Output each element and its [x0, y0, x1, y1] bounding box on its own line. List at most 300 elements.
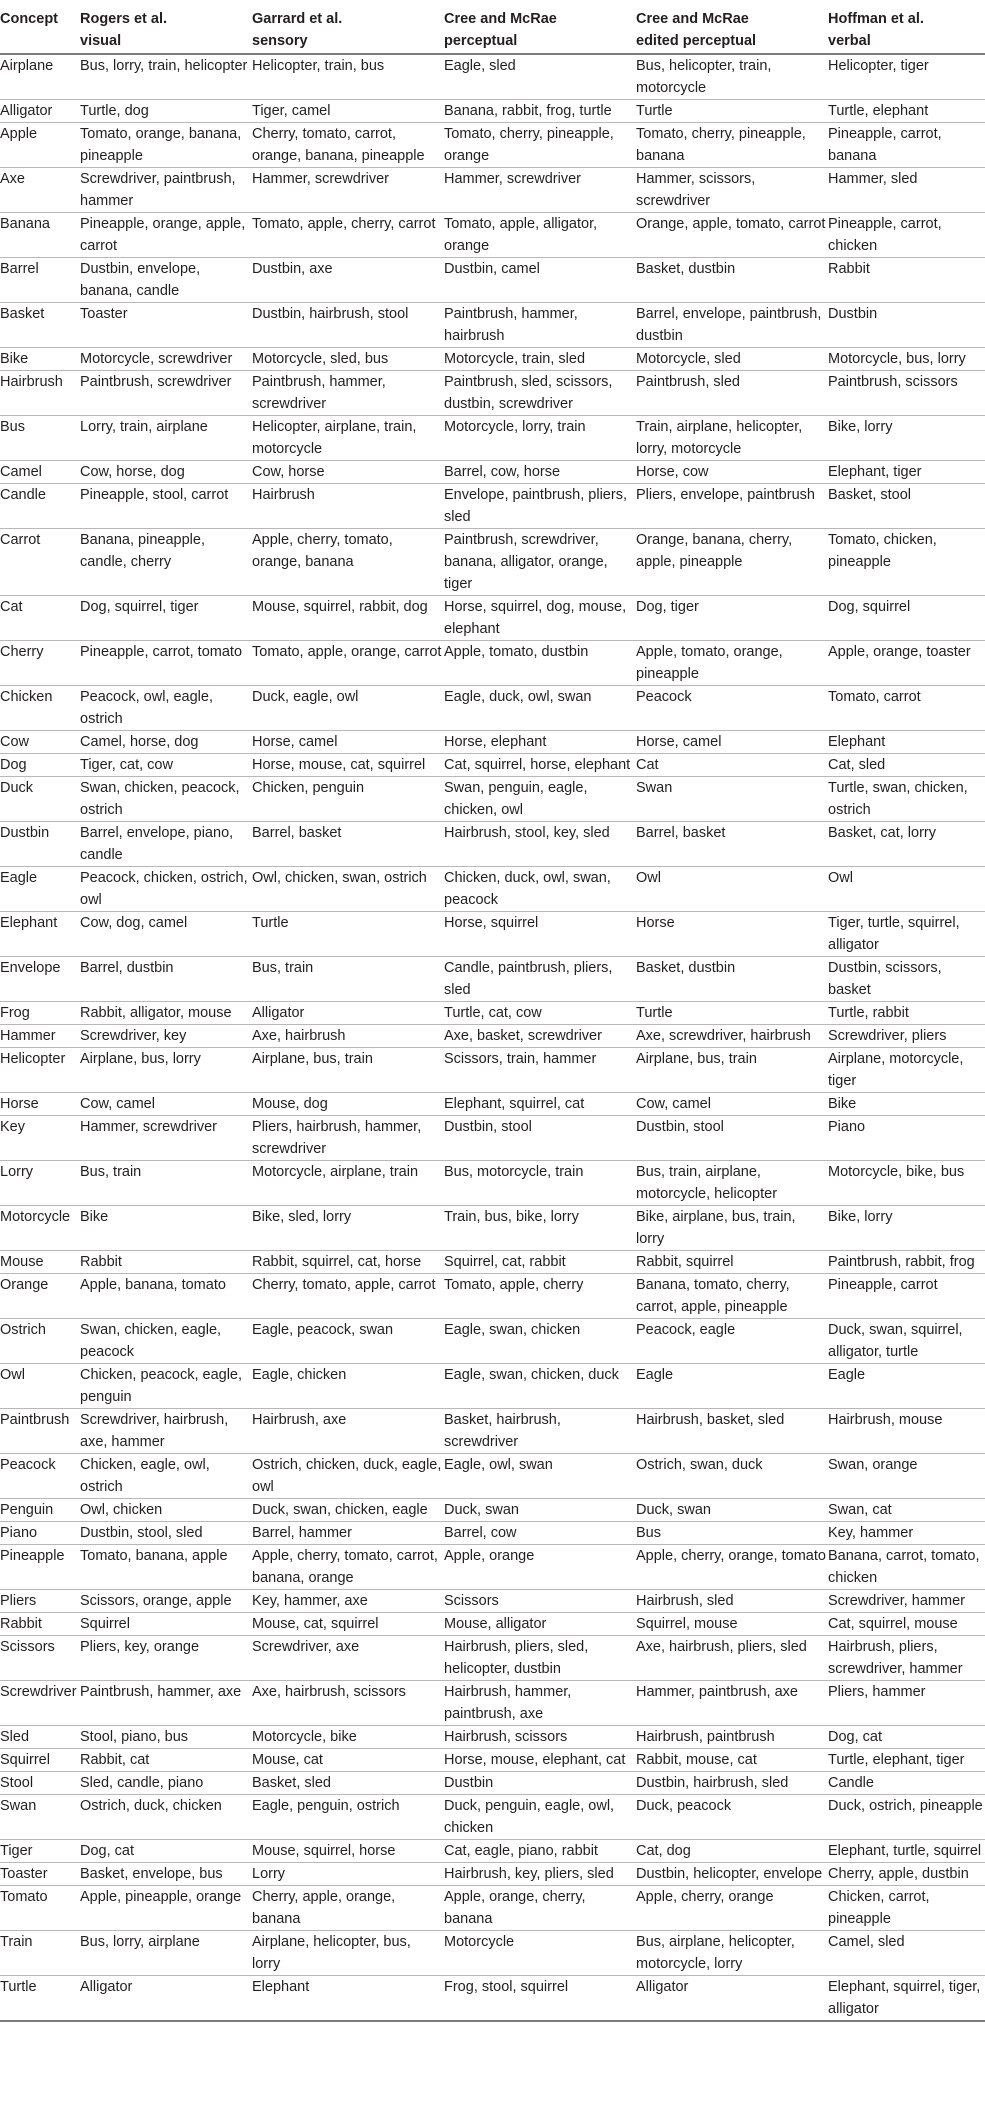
neighbours-cell: Barrel, basket	[636, 822, 828, 867]
neighbours-cell: Swan, penguin, eagle, chicken, owl	[444, 777, 636, 822]
neighbours-cell: Duck, swan	[444, 1499, 636, 1522]
neighbours-cell: Owl	[828, 867, 985, 912]
concept-cell: Pliers	[0, 1590, 80, 1613]
neighbours-cell: Hairbrush, pliers, screwdriver, hammer	[828, 1636, 985, 1681]
neighbours-cell: Basket, cat, lorry	[828, 822, 985, 867]
neighbours-cell: Horse, elephant	[444, 731, 636, 754]
neighbours-cell: Tiger, turtle, squirrel, alligator	[828, 912, 985, 957]
neighbours-cell: Airplane, bus, train	[252, 1048, 444, 1093]
neighbours-cell: Banana, carrot, tomato, chicken	[828, 1545, 985, 1590]
neighbours-cell: Bus	[636, 1522, 828, 1545]
neighbours-cell: Hairbrush, sled	[636, 1590, 828, 1613]
header-row	[0, 0, 985, 54]
neighbours-cell: Helicopter, train, bus	[252, 54, 444, 100]
neighbours-cell: Scissors, train, hammer	[444, 1048, 636, 1093]
neighbours-cell: Alligator	[80, 1976, 252, 2022]
table-row	[0, 1454, 985, 1499]
neighbours-cell: Turtle, dog	[80, 100, 252, 123]
neighbours-cell: Train, bus, bike, lorry	[444, 1206, 636, 1251]
neighbours-cell: Tomato, apple, cherry	[444, 1274, 636, 1319]
neighbours-cell: Chicken, carrot, pineapple	[828, 1886, 985, 1931]
concept-cell: Duck	[0, 777, 80, 822]
concept-cell: Cow	[0, 731, 80, 754]
concept-cell: Scissors	[0, 1636, 80, 1681]
neighbours-cell: Tomato, apple, alligator, orange	[444, 213, 636, 258]
neighbours-cell: Hairbrush, mouse	[828, 1409, 985, 1454]
neighbours-cell: Paintbrush, hammer, hairbrush	[444, 303, 636, 348]
neighbours-cell: Horse, squirrel	[444, 912, 636, 957]
neighbours-cell: Paintbrush, rabbit, frog	[828, 1251, 985, 1274]
concept-cell: Chicken	[0, 686, 80, 731]
concept-cell: Airplane	[0, 54, 80, 100]
neighbours-cell: Dog, cat	[80, 1840, 252, 1863]
neighbours-cell: Bike, sled, lorry	[252, 1206, 444, 1251]
neighbours-cell: Apple, cherry, orange	[636, 1886, 828, 1931]
neighbours-cell: Dog, cat	[828, 1726, 985, 1749]
neighbours-cell: Horse, camel	[636, 731, 828, 754]
concept-cell: Stool	[0, 1772, 80, 1795]
concept-cell: Candle	[0, 484, 80, 529]
neighbours-cell: Cow, camel	[636, 1093, 828, 1116]
table-row	[0, 1772, 985, 1795]
table-row	[0, 1002, 985, 1025]
neighbours-cell: Pliers, hammer	[828, 1681, 985, 1726]
neighbours-cell: Eagle	[828, 1364, 985, 1409]
neighbours-cell: Apple, tomato, dustbin	[444, 641, 636, 686]
neighbours-cell: Dustbin, hairbrush, sled	[636, 1772, 828, 1795]
table-row	[0, 1048, 985, 1093]
concept-cell: Axe	[0, 168, 80, 213]
neighbours-cell: Dustbin, envelope, banana, candle	[80, 258, 252, 303]
neighbours-cell: Barrel, basket	[252, 822, 444, 867]
concept-cell: Squirrel	[0, 1749, 80, 1772]
neighbours-cell: Motorcycle	[444, 1931, 636, 1976]
neighbours-cell: Tomato, apple, orange, carrot	[252, 641, 444, 686]
neighbours-cell: Pineapple, carrot, banana	[828, 123, 985, 168]
table-row	[0, 1206, 985, 1251]
concept-cell: Screwdriver	[0, 1681, 80, 1726]
column-header-hoffman-verbal	[828, 0, 985, 54]
neighbours-cell: Motorcycle, sled	[636, 348, 828, 371]
concept-cell: Banana	[0, 213, 80, 258]
neighbours-cell: Rabbit, mouse, cat	[636, 1749, 828, 1772]
neighbours-cell: Banana, pineapple, candle, cherry	[80, 529, 252, 596]
neighbours-cell: Turtle	[636, 100, 828, 123]
neighbours-cell: Dustbin, axe	[252, 258, 444, 303]
neighbours-cell: Paintbrush, sled, scissors, dustbin, screwdriver	[444, 371, 636, 416]
neighbours-cell: Ostrich, chicken, duck, eagle, owl	[252, 1454, 444, 1499]
neighbours-cell: Apple, orange, toaster	[828, 641, 985, 686]
table-row	[0, 686, 985, 731]
neighbours-cell: Squirrel	[80, 1613, 252, 1636]
neighbours-cell: Mouse, alligator	[444, 1613, 636, 1636]
neighbours-cell: Paintbrush, screwdriver, banana, alligator, orange, tiger	[444, 529, 636, 596]
neighbours-cell: Dog, tiger	[636, 596, 828, 641]
table-row	[0, 1749, 985, 1772]
neighbours-cell: Bus, helicopter, train, motorcycle	[636, 54, 828, 100]
concept-cell: Alligator	[0, 100, 80, 123]
neighbours-cell: Key, hammer	[828, 1522, 985, 1545]
neighbours-cell: Orange, banana, cherry, apple, pineapple	[636, 529, 828, 596]
neighbours-cell: Eagle, sled	[444, 54, 636, 100]
neighbours-cell: Scissors	[444, 1590, 636, 1613]
table-row	[0, 1681, 985, 1726]
neighbours-cell: Eagle	[636, 1364, 828, 1409]
neighbours-cell: Basket, dustbin	[636, 957, 828, 1002]
neighbours-cell: Cat	[636, 754, 828, 777]
table-row	[0, 1863, 985, 1886]
neighbours-cell: Duck, peacock	[636, 1795, 828, 1840]
neighbours-cell: Peacock	[636, 686, 828, 731]
neighbours-cell: Squirrel, cat, rabbit	[444, 1251, 636, 1274]
neighbours-cell: Dog, squirrel	[828, 596, 985, 641]
neighbours-cell: Squirrel, mouse	[636, 1613, 828, 1636]
neighbours-cell: Mouse, cat, squirrel	[252, 1613, 444, 1636]
neighbours-cell: Rabbit	[828, 258, 985, 303]
neighbours-cell: Barrel, dustbin	[80, 957, 252, 1002]
neighbours-cell: Elephant	[252, 1976, 444, 2022]
concept-cell: Piano	[0, 1522, 80, 1545]
neighbours-cell: Duck, swan	[636, 1499, 828, 1522]
neighbours-cell: Duck, swan, squirrel, alligator, turtle	[828, 1319, 985, 1364]
neighbours-cell: Screwdriver, key	[80, 1025, 252, 1048]
concept-cell: Swan	[0, 1795, 80, 1840]
neighbours-cell: Paintbrush, screwdriver	[80, 371, 252, 416]
neighbours-cell: Peacock, eagle	[636, 1319, 828, 1364]
table-row	[0, 1795, 985, 1840]
neighbours-cell: Screwdriver, hammer	[828, 1590, 985, 1613]
neighbours-cell: Hairbrush, pliers, sled, helicopter, dustbin	[444, 1636, 636, 1681]
concept-cell: Carrot	[0, 529, 80, 596]
neighbours-cell: Cat, eagle, piano, rabbit	[444, 1840, 636, 1863]
neighbours-cell: Paintbrush, hammer, screwdriver	[252, 371, 444, 416]
table-row	[0, 1251, 985, 1274]
table-row	[0, 303, 985, 348]
concept-cell: Hairbrush	[0, 371, 80, 416]
neighbours-cell: Stool, piano, bus	[80, 1726, 252, 1749]
column-header-garrard-sensory	[252, 0, 444, 54]
neighbours-cell: Mouse, squirrel, horse	[252, 1840, 444, 1863]
neighbours-cell: Dustbin, scissors, basket	[828, 957, 985, 1002]
neighbours-cell: Toaster	[80, 303, 252, 348]
table-row	[0, 1522, 985, 1545]
neighbours-cell: Tiger, cat, cow	[80, 754, 252, 777]
neighbours-cell: Dustbin, stool	[636, 1116, 828, 1161]
neighbours-cell: Barrel, cow	[444, 1522, 636, 1545]
neighbours-cell: Cat, sled	[828, 754, 985, 777]
neighbours-cell: Alligator	[636, 1976, 828, 2022]
column-header-line: Cree and McRae	[636, 11, 749, 27]
neighbours-cell: Scissors, orange, apple	[80, 1590, 252, 1613]
neighbours-cell: Bus, lorry, train, helicopter	[80, 54, 252, 100]
neighbours-cell: Key, hammer, axe	[252, 1590, 444, 1613]
table-row	[0, 731, 985, 754]
neighbours-cell: Elephant, squirrel, cat	[444, 1093, 636, 1116]
neighbours-cell: Eagle, owl, swan	[444, 1454, 636, 1499]
neighbours-cell: Cat, squirrel, horse, elephant	[444, 754, 636, 777]
neighbours-cell: Swan, chicken, eagle, peacock	[80, 1319, 252, 1364]
neighbours-cell: Hammer, sled	[828, 168, 985, 213]
neighbours-cell: Dustbin, camel	[444, 258, 636, 303]
neighbours-cell: Hairbrush, basket, sled	[636, 1409, 828, 1454]
neighbours-cell: Screwdriver, hairbrush, axe, hammer	[80, 1409, 252, 1454]
concept-cell: Eagle	[0, 867, 80, 912]
neighbours-cell: Dustbin, hairbrush, stool	[252, 303, 444, 348]
neighbours-cell: Hairbrush, scissors	[444, 1726, 636, 1749]
table-body	[0, 54, 985, 2021]
neighbours-cell: Elephant, squirrel, tiger, alligator	[828, 1976, 985, 2022]
neighbours-cell: Pineapple, carrot, tomato	[80, 641, 252, 686]
neighbours-cell: Banana, rabbit, frog, turtle	[444, 100, 636, 123]
neighbours-cell: Peacock, chicken, ostrich, owl	[80, 867, 252, 912]
neighbours-cell: Hairbrush	[252, 484, 444, 529]
neighbours-cell: Basket, stool	[828, 484, 985, 529]
neighbours-cell: Dustbin, helicopter, envelope	[636, 1863, 828, 1886]
neighbours-cell: Candle	[828, 1772, 985, 1795]
table-row	[0, 1976, 985, 2022]
neighbours-cell: Barrel, cow, horse	[444, 461, 636, 484]
neighbours-cell: Motorcycle, bike, bus	[828, 1161, 985, 1206]
neighbours-cell: Bike, airplane, bus, train, lorry	[636, 1206, 828, 1251]
neighbours-cell: Barrel, hammer	[252, 1522, 444, 1545]
concept-cell: Motorcycle	[0, 1206, 80, 1251]
neighbours-cell: Axe, basket, screwdriver	[444, 1025, 636, 1048]
neighbours-cell: Tomato, carrot	[828, 686, 985, 731]
neighbours-cell: Paintbrush, sled	[636, 371, 828, 416]
table-row	[0, 348, 985, 371]
table-row	[0, 1161, 985, 1206]
neighbours-cell: Tomato, banana, apple	[80, 1545, 252, 1590]
neighbours-cell: Horse, cow	[636, 461, 828, 484]
concept-cell: Basket	[0, 303, 80, 348]
neighbours-cell: Bus, train	[80, 1161, 252, 1206]
neighbours-cell: Bike	[828, 1093, 985, 1116]
neighbours-cell: Horse, camel	[252, 731, 444, 754]
neighbours-cell: Airplane, helicopter, bus, lorry	[252, 1931, 444, 1976]
neighbours-cell: Eagle, swan, chicken	[444, 1319, 636, 1364]
neighbours-cell: Motorcycle, bike	[252, 1726, 444, 1749]
concept-cell: Horse	[0, 1093, 80, 1116]
neighbours-cell: Camel, sled	[828, 1931, 985, 1976]
neighbours-cell: Cow, horse	[252, 461, 444, 484]
neighbours-cell: Rabbit, alligator, mouse	[80, 1002, 252, 1025]
column-header-line: Cree and McRae	[444, 11, 557, 27]
neighbours-cell: Cow, horse, dog	[80, 461, 252, 484]
concept-cell: Penguin	[0, 1499, 80, 1522]
concept-cell: Bike	[0, 348, 80, 371]
neighbours-cell: Turtle, cat, cow	[444, 1002, 636, 1025]
neighbours-cell: Turtle, swan, chicken, ostrich	[828, 777, 985, 822]
concept-cell: Barrel	[0, 258, 80, 303]
neighbours-cell: Hairbrush, axe	[252, 1409, 444, 1454]
neighbours-cell: Rabbit	[80, 1251, 252, 1274]
table-row	[0, 1025, 985, 1048]
table-row	[0, 596, 985, 641]
neighbours-cell: Basket, sled	[252, 1772, 444, 1795]
neighbours-cell: Bus, airplane, helicopter, motorcycle, lorry	[636, 1931, 828, 1976]
concept-cell: Key	[0, 1116, 80, 1161]
neighbours-cell: Mouse, squirrel, rabbit, dog	[252, 596, 444, 641]
neighbours-cell: Bike, lorry	[828, 1206, 985, 1251]
neighbours-cell: Dustbin	[828, 303, 985, 348]
table-row	[0, 1093, 985, 1116]
neighbours-cell: Piano	[828, 1116, 985, 1161]
neighbours-cell: Banana, tomato, cherry, carrot, apple, pineapple	[636, 1274, 828, 1319]
column-header-concept	[0, 0, 80, 54]
neighbours-cell: Pliers, hairbrush, hammer, screwdriver	[252, 1116, 444, 1161]
neighbours-cell: Chicken, penguin	[252, 777, 444, 822]
column-header-line: verbal	[828, 33, 871, 49]
concept-cell: Apple	[0, 123, 80, 168]
table-row	[0, 1499, 985, 1522]
neighbours-cell: Dustbin, stool, sled	[80, 1522, 252, 1545]
neighbours-cell: Swan, cat	[828, 1499, 985, 1522]
neighbours-cell: Axe, hairbrush, scissors	[252, 1681, 444, 1726]
neighbours-cell: Ostrich, swan, duck	[636, 1454, 828, 1499]
neighbours-cell: Apple, pineapple, orange	[80, 1886, 252, 1931]
neighbours-cell: Barrel, envelope, piano, candle	[80, 822, 252, 867]
neighbours-cell: Tomato, chicken, pineapple	[828, 529, 985, 596]
table-row	[0, 529, 985, 596]
neighbours-cell: Dog, squirrel, tiger	[80, 596, 252, 641]
neighbours-cell: Paintbrush, scissors	[828, 371, 985, 416]
neighbours-cell: Apple, cherry, orange, tomato	[636, 1545, 828, 1590]
neighbours-cell: Elephant, turtle, squirrel	[828, 1840, 985, 1863]
concept-cell: Cherry	[0, 641, 80, 686]
table-row	[0, 1931, 985, 1976]
table-row	[0, 484, 985, 529]
neighbours-cell: Paintbrush, hammer, axe	[80, 1681, 252, 1726]
neighbours-cell: Pliers, key, orange	[80, 1636, 252, 1681]
neighbours-cell: Candle, paintbrush, pliers, sled	[444, 957, 636, 1002]
neighbours-cell: Pineapple, carrot, chicken	[828, 213, 985, 258]
table-row	[0, 1636, 985, 1681]
concept-cell: Hammer	[0, 1025, 80, 1048]
column-header-line: edited perceptual	[636, 33, 757, 49]
neighbours-cell: Duck, penguin, eagle, owl, chicken	[444, 1795, 636, 1840]
neighbours-cell: Frog, stool, squirrel	[444, 1976, 636, 2022]
table-row	[0, 213, 985, 258]
neighbours-cell: Owl	[636, 867, 828, 912]
neighbours-cell: Motorcycle, train, sled	[444, 348, 636, 371]
neighbours-cell: Hairbrush, hammer, paintbrush, axe	[444, 1681, 636, 1726]
neighbours-cell: Orange, apple, tomato, carrot	[636, 213, 828, 258]
neighbours-cell: Tomato, apple, cherry, carrot	[252, 213, 444, 258]
concept-cell: Dustbin	[0, 822, 80, 867]
neighbours-cell: Hammer, scissors, screwdriver	[636, 168, 828, 213]
neighbours-cell: Tomato, cherry, pineapple, orange	[444, 123, 636, 168]
column-header-line: Rogers et al.	[80, 11, 168, 27]
column-header-line: Hoffman et al.	[828, 11, 924, 27]
column-header-cree-perceptual	[444, 0, 636, 54]
neighbours-cell: Motorcycle, lorry, train	[444, 416, 636, 461]
neighbours-cell: Horse, squirrel, dog, mouse, elephant	[444, 596, 636, 641]
neighbours-cell: Peacock, owl, eagle, ostrich	[80, 686, 252, 731]
neighbours-cell: Alligator	[252, 1002, 444, 1025]
neighbours-cell: Eagle, chicken	[252, 1364, 444, 1409]
neighbours-cell: Swan, orange	[828, 1454, 985, 1499]
concept-cell: Lorry	[0, 1161, 80, 1206]
neighbours-cell: Ostrich, duck, chicken	[80, 1795, 252, 1840]
table-row	[0, 1409, 985, 1454]
table-row	[0, 168, 985, 213]
neighbours-cell: Pineapple, carrot	[828, 1274, 985, 1319]
neighbours-cell: Chicken, eagle, owl, ostrich	[80, 1454, 252, 1499]
neighbours-cell: Turtle, elephant, tiger	[828, 1749, 985, 1772]
neighbours-cell: Horse, mouse, elephant, cat	[444, 1749, 636, 1772]
neighbours-cell: Cow, camel	[80, 1093, 252, 1116]
concept-cell: Rabbit	[0, 1613, 80, 1636]
neighbours-cell: Eagle, penguin, ostrich	[252, 1795, 444, 1840]
table-header	[0, 0, 985, 54]
neighbours-cell: Airplane, bus, lorry	[80, 1048, 252, 1093]
table-row	[0, 1840, 985, 1863]
neighbours-cell: Cherry, apple, dustbin	[828, 1863, 985, 1886]
neighbours-cell: Lorry, train, airplane	[80, 416, 252, 461]
concept-cell: Cat	[0, 596, 80, 641]
table-row	[0, 912, 985, 957]
neighbours-cell: Bus, motorcycle, train	[444, 1161, 636, 1206]
neighbours-cell: Chicken, peacock, eagle, penguin	[80, 1364, 252, 1409]
neighbours-cell: Eagle, peacock, swan	[252, 1319, 444, 1364]
neighbours-cell: Owl, chicken	[80, 1499, 252, 1522]
table-row	[0, 371, 985, 416]
table-row	[0, 777, 985, 822]
neighbours-cell: Apple, cherry, tomato, carrot, banana, orange	[252, 1545, 444, 1590]
neighbours-cell: Mouse, cat	[252, 1749, 444, 1772]
concept-cell: Envelope	[0, 957, 80, 1002]
neighbours-cell: Rabbit, cat	[80, 1749, 252, 1772]
table-row	[0, 957, 985, 1002]
neighbours-cell: Airplane, bus, train	[636, 1048, 828, 1093]
table-row	[0, 1545, 985, 1590]
neighbours-cell: Axe, hairbrush, pliers, sled	[636, 1636, 828, 1681]
neighbours-cell: Hammer, screwdriver	[252, 168, 444, 213]
neighbours-cell: Bus, lorry, airplane	[80, 1931, 252, 1976]
neighbours-cell: Helicopter, airplane, train, motorcycle	[252, 416, 444, 461]
concept-cell: Orange	[0, 1274, 80, 1319]
neighbours-cell: Cat, squirrel, mouse	[828, 1613, 985, 1636]
neighbours-cell: Bus, train, airplane, motorcycle, helicopter	[636, 1161, 828, 1206]
concept-cell: Paintbrush	[0, 1409, 80, 1454]
neighbours-cell: Eagle, duck, owl, swan	[444, 686, 636, 731]
neighbours-cell: Duck, eagle, owl	[252, 686, 444, 731]
neighbours-cell: Turtle	[636, 1002, 828, 1025]
neighbours-cell: Hairbrush, key, pliers, sled	[444, 1863, 636, 1886]
concept-cell: Elephant	[0, 912, 80, 957]
neighbours-cell: Apple, tomato, orange, pineapple	[636, 641, 828, 686]
neighbours-cell: Apple, cherry, tomato, orange, banana	[252, 529, 444, 596]
table-row	[0, 1116, 985, 1161]
neighbours-cell: Eagle, swan, chicken, duck	[444, 1364, 636, 1409]
neighbours-cell: Motorcycle, screwdriver	[80, 348, 252, 371]
column-header-line: Concept	[0, 11, 58, 27]
neighbours-cell: Motorcycle, bus, lorry	[828, 348, 985, 371]
table-row	[0, 1886, 985, 1931]
concept-cell: Pineapple	[0, 1545, 80, 1590]
neighbours-cell: Rabbit, squirrel, cat, horse	[252, 1251, 444, 1274]
table-row	[0, 416, 985, 461]
table-row	[0, 1613, 985, 1636]
neighbours-cell: Hammer, screwdriver	[444, 168, 636, 213]
neighbours-cell: Turtle, rabbit	[828, 1002, 985, 1025]
neighbours-cell: Cherry, tomato, apple, carrot	[252, 1274, 444, 1319]
concept-cell: Frog	[0, 1002, 80, 1025]
neighbours-cell: Tomato, cherry, pineapple, banana	[636, 123, 828, 168]
neighbours-cell: Basket, dustbin	[636, 258, 828, 303]
table-row	[0, 123, 985, 168]
concept-cell: Bus	[0, 416, 80, 461]
